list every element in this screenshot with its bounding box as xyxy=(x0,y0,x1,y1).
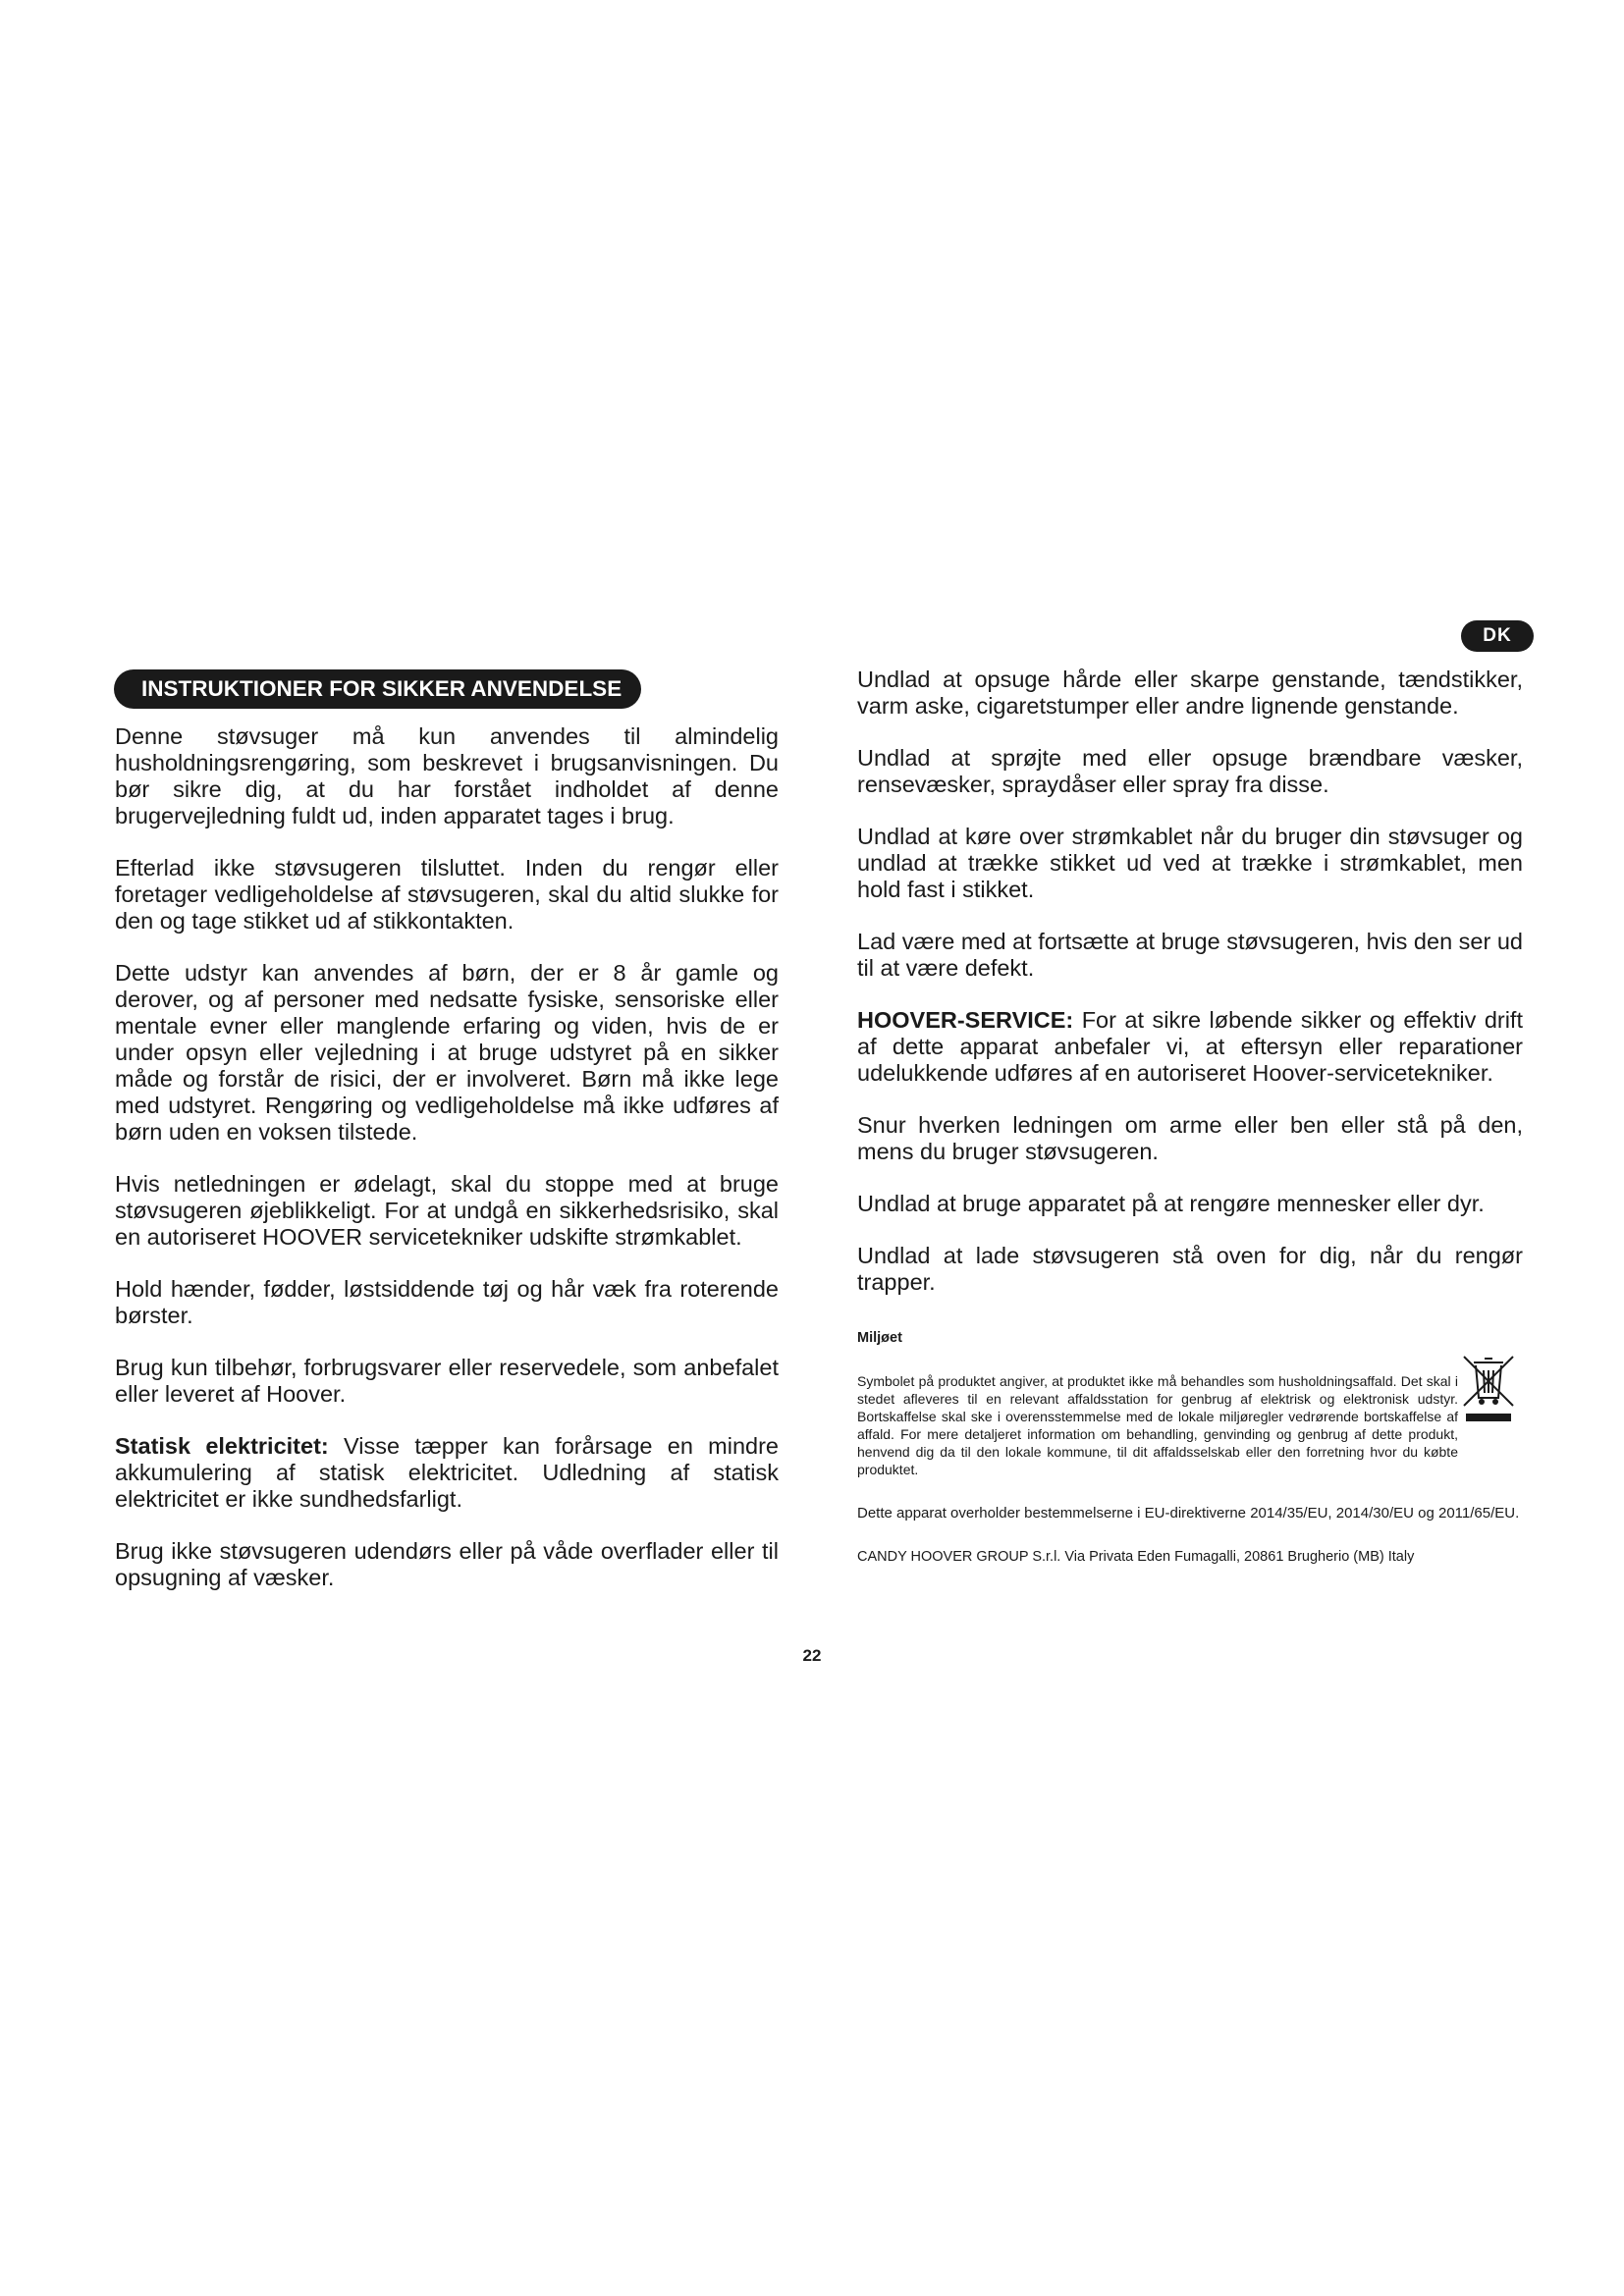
section-title: INSTRUKTIONER FOR SIKKER ANVENDELSE xyxy=(114,669,641,709)
paragraph-people-animals: Undlad at bruge apparatet på at rengøre mennesker eller dyr. xyxy=(857,1191,1485,1216)
language-badge: DK xyxy=(1461,620,1534,652)
environment-heading: Miljøet xyxy=(857,1330,902,1346)
paragraph-children: Dette udstyr kan anvendes af børn, der er 8 år gamle og derover, og af personer med nedsatte fysiske, sensoriske eller mentale evner eller manglende erfaring og viden, hvis de er under opsyn eller vejledning i at bruge udstyret på en sikker måde og forstår de risici, der er involveret. Børn må ikke lege med udstyret. Rengøring og vedligeholdelse må ikke udføres af børn uden en voksen tilstede. xyxy=(115,960,779,1145)
service-text: For at sikre løbende sikker og effektiv drift af dette apparat anbefaler vi, at eftersyn eller reparationer udelukkende udføres af en autoriseret Hoover-servicetekniker. xyxy=(857,1007,1523,1086)
paragraph-service xyxy=(857,1007,1523,1087)
weee-crossed-bin-icon xyxy=(1460,1349,1517,1425)
static-lead: Statisk elektricitet: xyxy=(115,1433,329,1459)
service-lead: HOOVER-SERVICE: xyxy=(857,1007,1074,1033)
right-column xyxy=(857,667,1523,1591)
paragraph-defect: Lad være med at fortsætte at bruge støvsugeren, hvis den ser ud til at være defekt. xyxy=(857,929,1523,981)
paragraph-cord-wrap: Snur hverken ledningen om arme eller ben eller stå på den, mens du bruger støvsugeren. xyxy=(857,1112,1523,1164)
static-text: Visse tæpper kan forårsage en mindre akkumulering af statisk elektricitet. Udledning af statisk elektricitet er ikke sundhedsfarligt. xyxy=(115,1433,780,1512)
eu-directive-text: Dette apparat overholder bestemmelserne i EU-direktiverne 2014/35/EU, 2014/30/EU og 2011/65/EU. xyxy=(857,1505,1520,1522)
company-address: CANDY HOOVER GROUP S.r.l. Via Privata Eden Fumagalli, 20861 Brugherio (MB) Italy xyxy=(857,1549,1415,1565)
environment-text: Symbolet på produktet angiver, at produktet ikke må behandles som husholdningsaffald. Det skal i stedet afleveres til en relevant affaldsstation for genbrug af elektrisk og elektronisk udstyr. Bortskaffelse skal ske i overensstemmelse med de lokale miljøregler vedrørende bortskaffelse af affald. For mere detaljeret information om behandling, genvinding og genbrug af dette produkt, henvend dig da til den lokale kommune, til dit affaldsselskab eller den forretning hvor du købte produktet. xyxy=(857,1373,1458,1477)
paragraph-unplug: Efterlad ikke støvsugeren tilsluttet. Inden du rengør eller foretager vedligeholdelse af støvsugeren, skal du altid slukke for den og tage stikket ud af stikkontakten. xyxy=(115,855,779,934)
paragraph-intended-use: Denne støvsuger må kun anvendes til almindelig husholdningsrengøring, som beskrevet i brugsanvisningen. Du bør sikre dig, at du har forstået indholdet af denne brugervejledning fuldt ud, inden apparatet tages i brug. xyxy=(115,723,779,828)
paragraph-hard-objects: Undlad at opsuge hårde eller skarpe genstande, tændstikker, varm aske, cigaretstumper eller andre lignende genstande. xyxy=(857,667,1523,719)
paragraph-flammable: Undlad at sprøjte med eller opsuge brændbare væsker, rensevæsker, spraydåser eller spray fra disse. xyxy=(857,745,1523,797)
paragraph-cable: Undlad at køre over strømkablet når du bruger din støvsuger og undlad at trække stikket ud ved at trække i strømkablet, men hold fast i stikket. xyxy=(857,824,1523,902)
environment-section xyxy=(857,1329,1523,1478)
paragraph-power-cord: Hvis netledningen er ødelagt, skal du stoppe med at bruge støvsugeren øjeblikkeligt. For at undgå en sikkerhedsrisiko, skal en autoriseret HOOVER servicetekniker udskifte strømkablet. xyxy=(115,1171,779,1250)
paragraph-accessories: Brug kun tilbehør, forbrugsvarer eller reservedele, som anbefalet eller leveret af Hoover. xyxy=(115,1355,779,1407)
left-column xyxy=(115,723,779,1617)
paragraph-static xyxy=(115,1433,779,1513)
paragraph-outdoors: Brug ikke støvsugeren udendørs eller på våde overflader eller til opsugning af væsker. xyxy=(115,1538,779,1590)
paragraph-brushes: Hold hænder, fødder, løstsiddende tøj og hår væk fra roterende børster. xyxy=(115,1276,779,1328)
page-number: 22 xyxy=(802,1646,822,1665)
paragraph-stairs: Undlad at lade støvsugeren stå oven for dig, når du rengør trapper. xyxy=(857,1243,1523,1295)
